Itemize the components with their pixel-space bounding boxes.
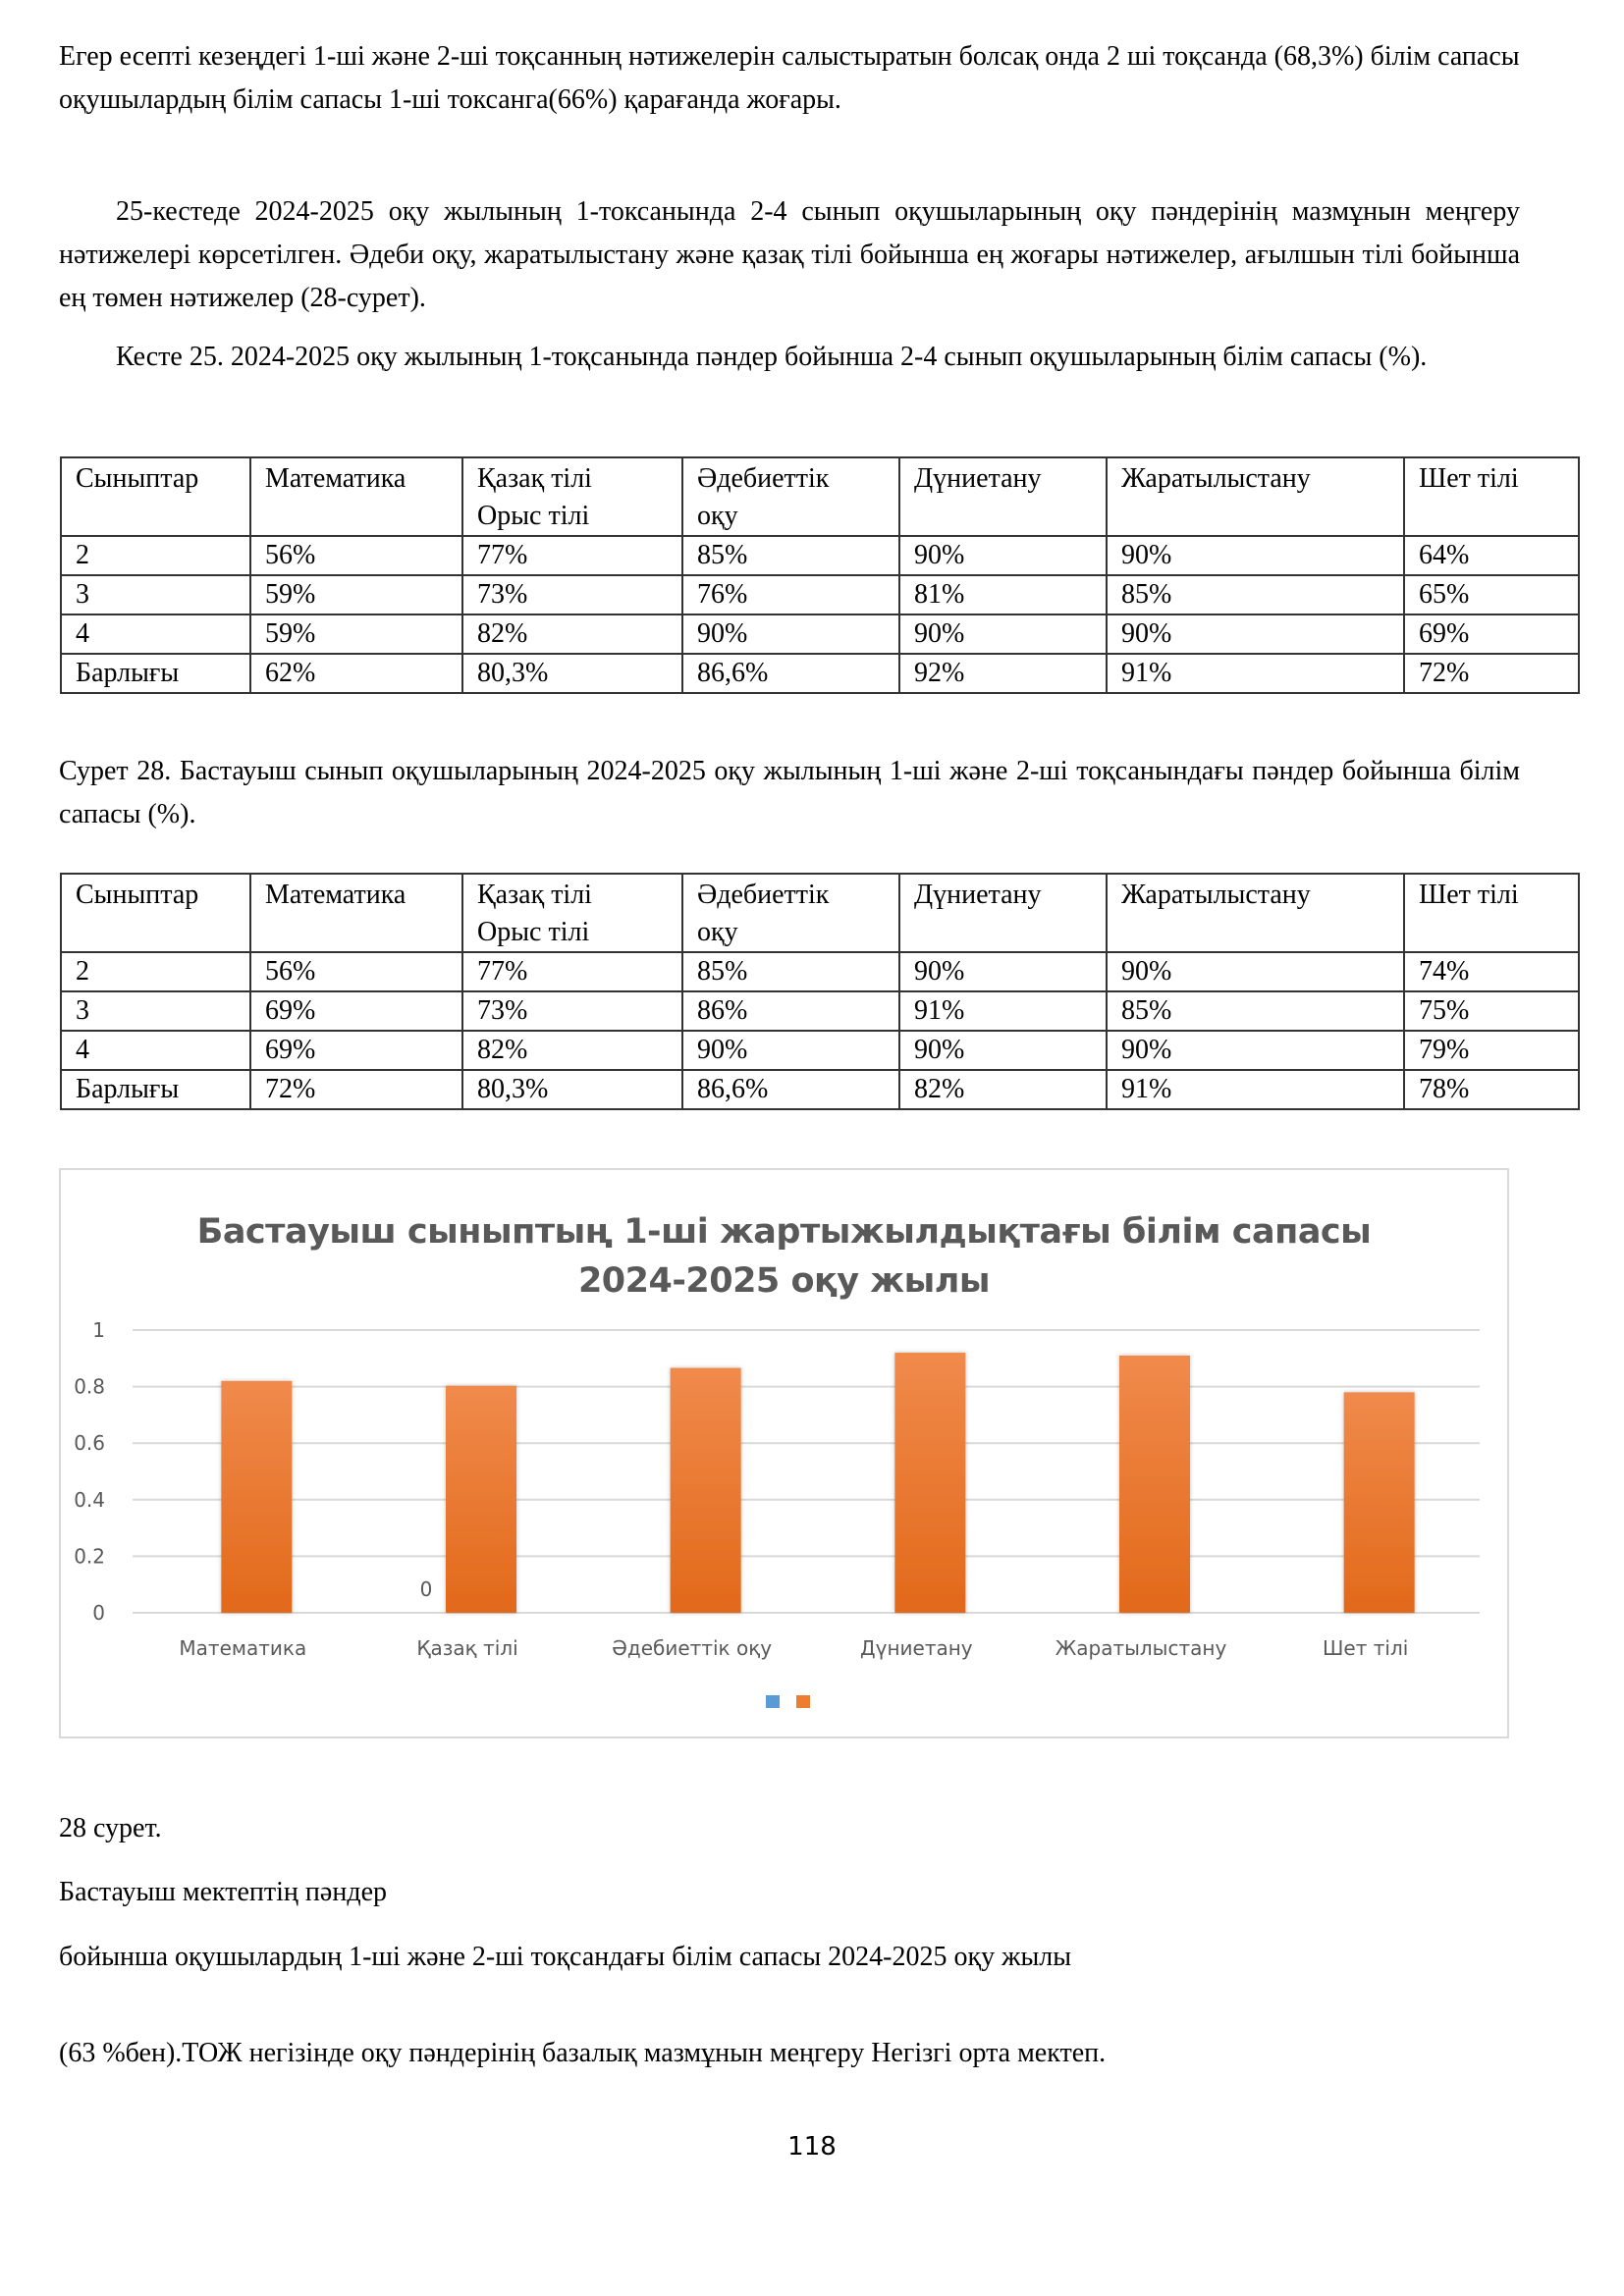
table-header-cell: Сыныптар	[61, 874, 250, 952]
legend-swatch	[766, 1695, 780, 1708]
y-tick-label: 0.6	[74, 1431, 105, 1456]
table-header-cell: Шет тілі	[1404, 874, 1579, 952]
table-cell: 62%	[250, 654, 462, 693]
table-cell: 59%	[250, 614, 462, 654]
bar	[221, 1381, 292, 1613]
table-row	[61, 614, 1579, 654]
legend-swatch	[796, 1695, 810, 1708]
table-description-paragraph: 25-кестеде 2024-2025 оқу жылының 1-токсанында 2-4 сынып оқушыларының оқу пәндерінің мазмұнын меңгеру нәтижелері көрсетілген. Әдеби оқу, жаратылыстану және қазақ тілі бойынша ең жоғары нәтижелер, ағылшын тілі бойынша ең төмен нәтижелер (28-сурет).	[59, 196, 1520, 313]
table-cell: 59%	[250, 575, 462, 614]
table-cell: 80,3%	[462, 1070, 682, 1109]
table25-caption: Кесте 25. 2024-2025 оқу жылының 1-тоқсанында пәндер бойынша 2-4 сынып оқушыларының білім сапасы (%).	[116, 342, 1428, 372]
table-cell: 92%	[899, 654, 1107, 693]
table-header-row	[61, 874, 1579, 952]
table-cell: 91%	[1107, 1070, 1404, 1109]
table-row-label: 2	[61, 952, 250, 991]
x-category-label: Жаратылыстану	[1055, 1636, 1227, 1660]
x-category-label: Қазақ тілі	[416, 1636, 518, 1660]
table-cell: 91%	[1107, 654, 1404, 693]
table-cell: 85%	[682, 536, 899, 575]
table-cell: 64%	[1404, 536, 1579, 575]
table-cell: 85%	[1107, 991, 1404, 1031]
table-cell: 72%	[1404, 654, 1579, 693]
table-cell: 73%	[462, 991, 682, 1031]
table-header-cell: Математика	[250, 457, 462, 536]
chart-legend	[766, 1695, 810, 1708]
table-cell: 82%	[462, 614, 682, 654]
bar	[671, 1368, 741, 1613]
chart-title-line1: Бастауыш сыныптың 1-ші жартыжылдықтағы білім сапасы	[196, 1212, 1372, 1252]
x-category-label: Әдебиеттік оқу	[612, 1636, 773, 1660]
table-row	[61, 991, 1579, 1031]
table-cell: 90%	[899, 1031, 1107, 1070]
table-row	[61, 952, 1579, 991]
y-tick-label: 0.8	[74, 1374, 105, 1399]
summary-line-3: (63 %бен).ТОЖ негізінде оқу пәндерінің базалық мазмұнын меңгеру Негізгі орта мектеп.	[59, 2038, 1107, 2068]
table-header-cell: Сыныптар	[61, 457, 250, 536]
table-cell: 65%	[1404, 575, 1579, 614]
figure28-grid	[60, 873, 1580, 1110]
y-tick-label: 1	[92, 1318, 105, 1342]
table-cell: 90%	[682, 614, 899, 654]
figure-label: 28 сурет.	[59, 1813, 162, 1843]
table-cell: 90%	[1107, 536, 1404, 575]
table-cell: 85%	[682, 952, 899, 991]
table-cell: 90%	[899, 952, 1107, 991]
data-label: 0	[419, 1577, 433, 1601]
table-header-cell: Қазақ тілі Орыс тілі	[462, 457, 682, 536]
table-row-label: Барлығы	[61, 654, 250, 693]
table-row-label: 3	[61, 991, 250, 1031]
figure28-caption: Сурет 28. Бастауыш сынып оқушыларының 2024-2025 оқу жылының 1-ші және 2-ші тоқсанындағы пәндер бойынша білім сапасы (%).	[59, 756, 1520, 829]
table-cell: 69%	[1404, 614, 1579, 654]
table-cell: 79%	[1404, 1031, 1579, 1070]
table-cell: 90%	[899, 614, 1107, 654]
intro-paragraph: Егер есепті кезеңдегі 1-ші және 2-ші тоқсанның нәтижелерін салыстыратын болсақ онда 2 ші тоқсанда (68,3%) білім сапасы оқушылардың білім сапасы 1-ші токсанга(66%) қарағанда жоғары.	[59, 41, 1520, 115]
table-cell: 90%	[1107, 614, 1404, 654]
table-cell: 75%	[1404, 991, 1579, 1031]
x-category-label: Шет тілі	[1323, 1636, 1409, 1660]
table-cell: 74%	[1404, 952, 1579, 991]
table-header-cell: Әдебиеттік оқу	[682, 457, 899, 536]
x-category-label: Математика	[179, 1636, 307, 1660]
table-cell: 81%	[899, 575, 1107, 614]
bar-chart	[59, 1168, 1509, 1738]
table-cell: 56%	[250, 952, 462, 991]
bar	[894, 1353, 965, 1613]
table-row	[61, 1070, 1579, 1109]
table-header-cell: Дүниетану	[899, 874, 1107, 952]
table-cell: 90%	[682, 1031, 899, 1070]
table-header-cell: Жаратылыстану	[1107, 457, 1404, 536]
table-cell: 77%	[462, 536, 682, 575]
table-header-cell: Әдебиеттік оқу	[682, 874, 899, 952]
summary-line-1: Бастауыш мектептің пәндер	[59, 1877, 387, 1907]
table-cell: 72%	[250, 1070, 462, 1109]
table-row-label: Барлығы	[61, 1070, 250, 1109]
table-cell: 90%	[899, 536, 1107, 575]
table-row-label: 4	[61, 1031, 250, 1070]
table-header-row	[61, 457, 1579, 536]
table-row-label: 3	[61, 575, 250, 614]
table-cell: 86%	[682, 991, 899, 1031]
x-category-label: Дүниетану	[859, 1636, 973, 1660]
summary-line-2: бойынша оқушылардың 1-ші және 2-ші тоқсандағы білім сапасы 2024-2025 оқу жылы	[59, 1942, 1072, 1972]
table-cell: 86,6%	[682, 1070, 899, 1109]
table-cell: 69%	[250, 1031, 462, 1070]
y-tick-label: 0	[92, 1601, 105, 1625]
table-cell: 86,6%	[682, 654, 899, 693]
table-header-cell: Дүниетану	[899, 457, 1107, 536]
bar	[1119, 1356, 1190, 1613]
table-row	[61, 536, 1579, 575]
table-row-label: 2	[61, 536, 250, 575]
table-cell: 73%	[462, 575, 682, 614]
page-number: 118	[787, 2132, 837, 2162]
y-tick-label: 0.4	[74, 1487, 105, 1512]
chart-title-line2: 2024-2025 оқу жылы	[577, 1261, 991, 1301]
table-cell: 91%	[899, 991, 1107, 1031]
table-cell: 78%	[1404, 1070, 1579, 1109]
table-cell: 77%	[462, 952, 682, 991]
table-cell: 80,3%	[462, 654, 682, 693]
table-header-cell: Жаратылыстану	[1107, 874, 1404, 952]
table-row	[61, 575, 1579, 614]
table-header-cell: Шет тілі	[1404, 457, 1579, 536]
table-cell: 82%	[899, 1070, 1107, 1109]
table-header-cell: Математика	[250, 874, 462, 952]
table-row-label: 4	[61, 614, 250, 654]
table-cell: 82%	[462, 1031, 682, 1070]
table25-grid	[60, 456, 1580, 694]
table-cell: 76%	[682, 575, 899, 614]
y-tick-label: 0.2	[74, 1544, 105, 1569]
bar	[446, 1386, 516, 1613]
table-cell: 90%	[1107, 1031, 1404, 1070]
table-header-cell: Қазақ тілі Орыс тілі	[462, 874, 682, 952]
table-cell: 56%	[250, 536, 462, 575]
table-cell: 90%	[1107, 952, 1404, 991]
table-row	[61, 1031, 1579, 1070]
chart-plot	[61, 1170, 1507, 1736]
table-cell: 69%	[250, 991, 462, 1031]
bar	[1344, 1392, 1415, 1613]
table-cell: 85%	[1107, 575, 1404, 614]
table-row	[61, 654, 1579, 693]
